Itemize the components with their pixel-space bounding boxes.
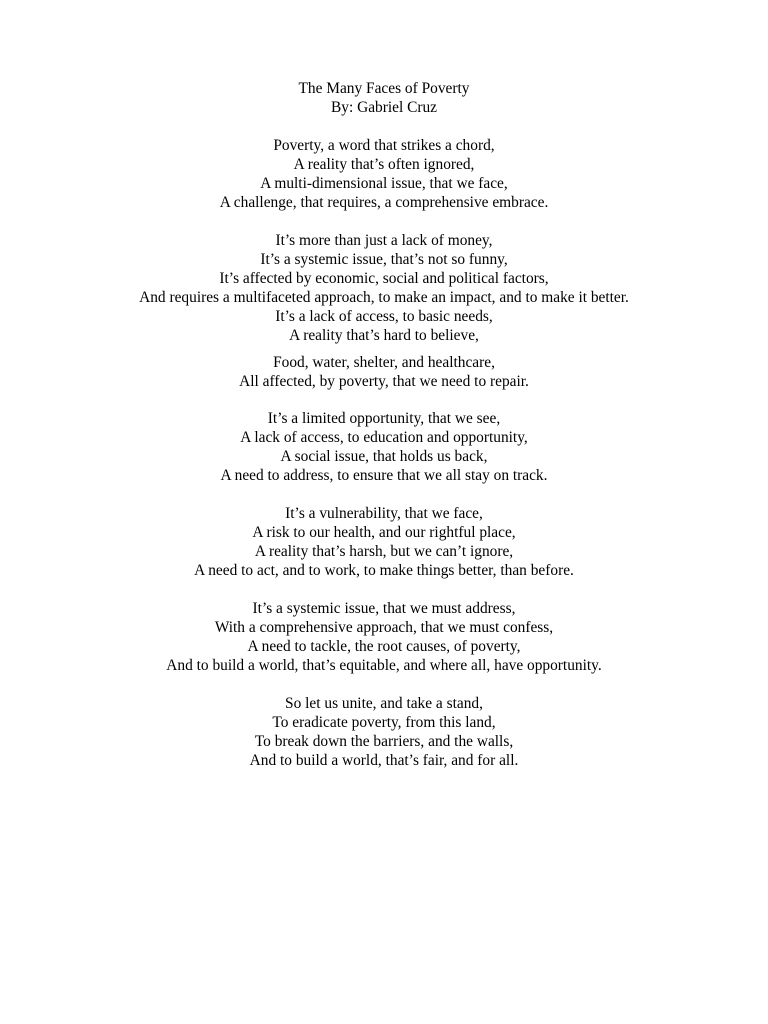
poem-line: A need to act, and to work, to make things better, than before. [194, 562, 574, 579]
poem-line: A social issue, that holds us back, [280, 448, 488, 465]
poem-line: Poverty, a word that strikes a chord, [273, 137, 495, 154]
poem-line: And to build a world, that’s fair, and for all. [249, 752, 519, 769]
poem-line: A reality that’s harsh, but we can’t ignore, [254, 543, 514, 560]
poem-line: It’s affected by economic, social and political factors, [219, 270, 549, 287]
poem-line: A multi-dimensional issue, that we face, [260, 175, 508, 192]
poem-line: A need to tackle, the root causes, of poverty, [247, 638, 521, 655]
poem-line: It’s more than just a lack of money, [275, 232, 493, 249]
poem-line: It’s a limited opportunity, that we see, [267, 410, 501, 427]
poem-line: And to build a world, that’s equitable, and where all, have opportunity. [166, 657, 602, 674]
poem-line: With a comprehensive approach, that we must confess, [214, 619, 554, 636]
poem-line: To eradicate poverty, from this land, [272, 714, 496, 731]
poem-line: It’s a systemic issue, that we must address, [252, 600, 516, 617]
poem-line: A need to address, to ensure that we all stay on track. [220, 467, 548, 484]
poem-author: By: Gabriel Cruz [331, 99, 437, 116]
poem-line: A risk to our health, and our rightful place, [252, 524, 516, 541]
poem-line: It’s a systemic issue, that’s not so funny, [260, 251, 508, 268]
poem-line: All affected, by poverty, that we need to repair. [239, 373, 529, 390]
poem-line: And requires a multifaceted approach, to make an impact, and to make it better. [139, 289, 629, 306]
poem-line: It’s a lack of access, to basic needs, [275, 308, 493, 325]
poem-line: A reality that’s often ignored, [293, 156, 475, 173]
poem-line: Food, water, shelter, and healthcare, [273, 354, 495, 371]
poem-title: The Many Faces of Poverty [298, 80, 470, 97]
poem-line: A lack of access, to education and opportunity, [240, 429, 528, 446]
poem-line: A reality that’s hard to believe, [289, 327, 479, 344]
poem-line: So let us unite, and take a stand, [285, 695, 483, 712]
poem-line: It’s a vulnerability, that we face, [285, 505, 483, 522]
poem-line: A challenge, that requires, a comprehensive embrace. [219, 194, 549, 211]
poem-line: To break down the barriers, and the walls, [254, 733, 514, 750]
